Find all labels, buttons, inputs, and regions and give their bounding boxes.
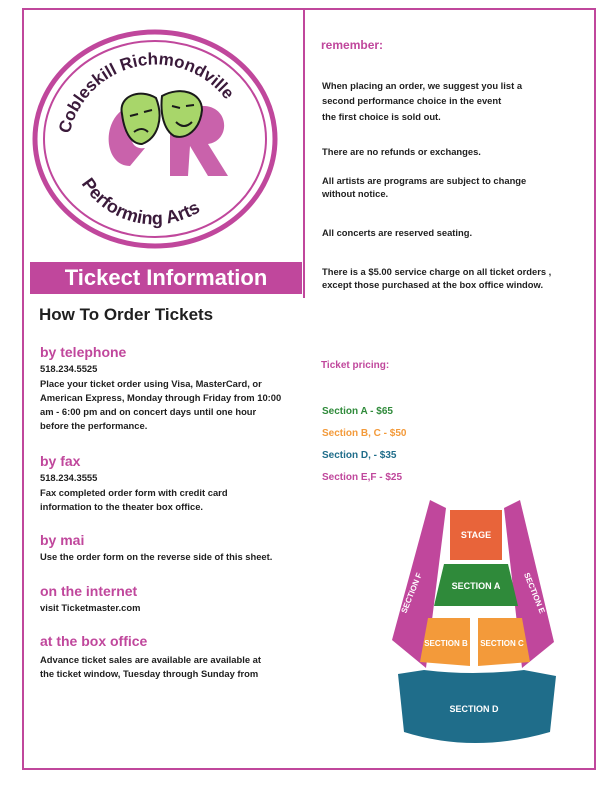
mail-heading: by mai bbox=[40, 532, 85, 548]
section-e-label: SECTION E bbox=[522, 571, 547, 615]
fax-number: 518.234.3555 bbox=[40, 472, 98, 483]
seating-chart bbox=[384, 494, 559, 754]
fax-heading: by fax bbox=[40, 453, 81, 469]
remember-p5-line-1: There is a $5.00 service charge on all ticket orders , bbox=[322, 266, 552, 277]
remember-p1-line-1: When placing an order, we suggest you list a bbox=[322, 80, 523, 91]
remember-p1-line-2: second performance choice in the event bbox=[322, 95, 502, 106]
section-b-label: SECTION B bbox=[424, 639, 468, 648]
telephone-line-2: American Express, Monday through Friday from 10:00 bbox=[40, 392, 282, 403]
price-section-d: Section D, - $35 bbox=[322, 450, 397, 461]
remember-p3-line-1: All artists are programs are subject to change bbox=[322, 175, 527, 186]
price-section-bc: Section B, C - $50 bbox=[322, 428, 407, 439]
internet-heading: on the internet bbox=[40, 583, 138, 599]
fax-line-1: Fax completed order form with credit card bbox=[40, 487, 228, 498]
section-c-label: SECTION C bbox=[480, 639, 524, 648]
price-section-a: Section A - $65 bbox=[322, 406, 393, 417]
stage-label: STAGE bbox=[460, 530, 492, 540]
remember-title: remember: bbox=[321, 38, 384, 52]
telephone-line-3: am - 6:00 pm and on concert days until one hour bbox=[40, 406, 257, 417]
section-a-label: SECTION A bbox=[451, 581, 501, 591]
section-d-label: SECTION D bbox=[449, 704, 499, 714]
boxoffice-line-1: Advance ticket sales are available are available at bbox=[40, 654, 261, 665]
boxoffice-heading: at the box office bbox=[40, 633, 148, 649]
fax-line-2: information to the theater box office. bbox=[40, 501, 204, 512]
remember-p3-line-2: without notice. bbox=[322, 188, 389, 199]
telephone-heading: by telephone bbox=[40, 344, 127, 360]
telephone-number: 518.234.5525 bbox=[40, 363, 98, 374]
section-f-label: SECTION F bbox=[399, 571, 424, 615]
how-to-order-title: How To Order Tickets bbox=[39, 305, 214, 324]
remember-p1-line-3: the first choice is sold out. bbox=[322, 111, 441, 122]
internet-line-1: visit Ticketmaster.com bbox=[40, 602, 141, 613]
boxoffice-line-2: the ticket window, Tuesday through Sunday from bbox=[40, 668, 259, 679]
mail-line-1: Use the order form on the reverse side of this sheet. bbox=[40, 551, 273, 562]
logo-top-text: Cobleskill Richmondville bbox=[54, 49, 238, 136]
remember-p4: All concerts are reserved seating. bbox=[322, 227, 473, 238]
ticket-pricing-title: Ticket pricing: bbox=[321, 360, 390, 371]
telephone-line-1: Place your ticket order using Visa, MasterCard, or bbox=[40, 378, 262, 389]
price-section-ef: Section E,F - $25 bbox=[322, 472, 403, 483]
logo bbox=[30, 26, 280, 252]
ticket-info-banner bbox=[30, 262, 302, 294]
banner-title: Tickect Information bbox=[64, 265, 268, 290]
logo-bottom-text: Performing Arts bbox=[77, 174, 203, 229]
remember-p5-line-2: except those purchased at the box office window. bbox=[322, 279, 544, 290]
remember-p2: There are no refunds or exchanges. bbox=[322, 146, 481, 157]
column-divider bbox=[303, 8, 305, 298]
telephone-line-4: before the performance. bbox=[40, 420, 148, 431]
